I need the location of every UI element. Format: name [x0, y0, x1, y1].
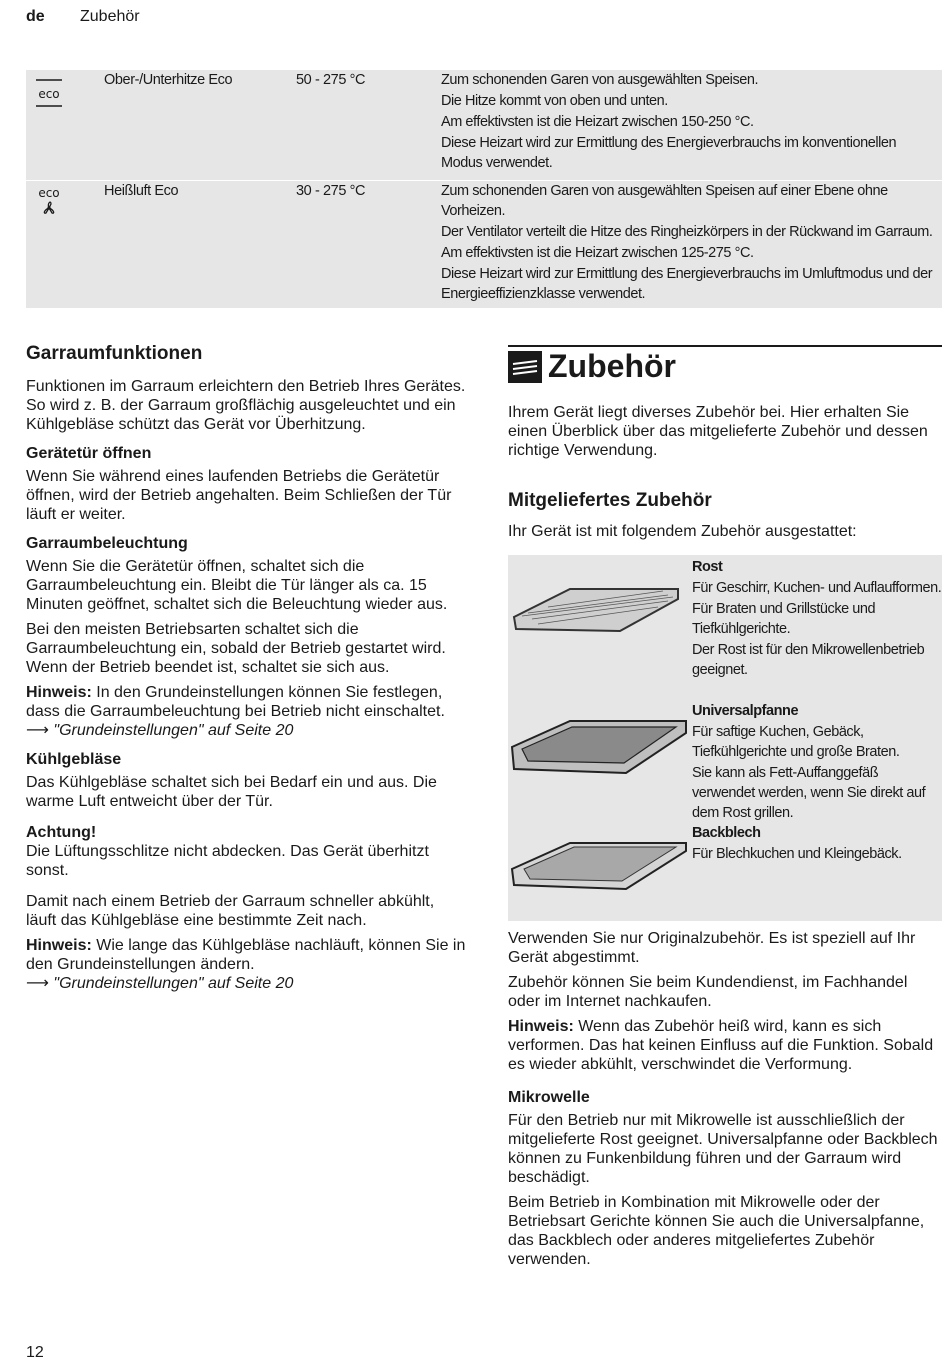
- page-number: 12: [26, 1344, 44, 1361]
- hot-air-eco-icon: [32, 187, 66, 221]
- right-column-top: [508, 403, 942, 547]
- accessory-item: Backblech Für Blechkuchen und Kleingebäck.: [692, 825, 902, 862]
- paragraph: Für den Betrieb nur mit Mikrowelle ist ausschließlich der mitgelieferte Rost geeignet. Universalpfanne oder Backblech können zu Funkenbildung führen und der Garraum wird beschädigt.: [508, 1112, 938, 1186]
- subsection-heading: Gerätetür öffnen: [26, 445, 152, 462]
- paragraph: Ihr Gerät ist mit folgendem Zubehör ausgestattet:: [508, 523, 857, 540]
- paragraph: Bei den meisten Betriebsarten schaltet sich die Garraumbeleuchtung ein, sobald der Betrieb gestartet wird. Wenn der Betrieb beendet ist, schaltet sie sich aus.: [26, 621, 446, 676]
- mode-temperature: 50 - 275 °C: [296, 72, 366, 88]
- note: Hinweis: Wie lange das Kühlgebläse nachläuft, können Sie in den Grundeinstellungen ändern. ⟶ "Grundeinstellungen" auf Seite 20: [26, 937, 466, 992]
- paragraph: Verwenden Sie nur Originalzubehör. Es ist speziell auf Ihr Gerät abgestimmt.: [508, 930, 916, 966]
- subsection-heading: Kühlgebläse: [26, 751, 122, 768]
- accessory-tray-icon: [508, 351, 542, 383]
- accessory-item: Universalpfanne Für saftige Kuchen, Gebäck, Tiefkühlgerichte und große Braten. Sie kann als Fett-Auffanggefäß verwendet werden, wenn Sie direkt auf dem Rost grillen.: [692, 703, 926, 821]
- svg-text:eco: eco: [38, 87, 60, 101]
- paragraph: Das Kühlgebläse schaltet sich bei Bedarf ein und aus. Die warme Luft entweicht über der Tür.: [26, 774, 437, 810]
- language-code: de: [26, 8, 45, 25]
- universal-pan-image: [508, 711, 688, 791]
- baking-tray-image: [508, 833, 688, 903]
- mode-temperature: 30 - 275 °C: [296, 183, 366, 199]
- top-bottom-heat-eco-icon: [32, 76, 66, 110]
- page-reference-link[interactable]: "Grundeinstellungen" auf Seite 20: [53, 722, 294, 739]
- note: Hinweis: In den Grundeinstellungen können Sie festlegen, dass die Garraumbeleuchtung bei Betrieb nicht einschaltet. ⟶ "Grundeinstellungen" auf Seite 20: [26, 684, 445, 739]
- svg-text:eco: eco: [38, 187, 60, 200]
- accessory-item: Rost Für Geschirr, Kuchen- und Auflaufformen. Für Braten und Grillstücke und Tiefkühlgerichte. Der Rost ist für den Mikrowellenbetrieb geeignet.: [692, 559, 942, 678]
- section-heading: Mitgeliefertes Zubehör: [508, 490, 712, 511]
- mode-description: Zum schonenden Garen von ausgewählten Speisen auf einer Ebene ohne Vorheizen. Der Ventilator verteilt die Hitze des Ringheizkörpers in der Rückwand im Garraum. Am effektivsten ist die Heizart zwischen 125-275 °C. Diese Heizart wird zur Ermittlung des Energieverbrauchs im Umluftmodus und der Energieeffizienzklasse verwendet.: [441, 183, 933, 302]
- paragraph: Funktionen im Garraum erleichtern den Betrieb Ihres Gerätes. So wird z. B. der Garraum großflächig ausgeleuchtet und ein Kühlgebläse schützt das Gerät vor Überhitzung.: [26, 378, 466, 433]
- chapter-heading: Zubehör: [508, 345, 942, 387]
- left-column: [26, 343, 466, 999]
- paragraph: Beim Betrieb in Kombination mit Mikrowelle oder der Betriebsart Gerichte können Sie auch die Universalpfanne, das Backblech oder anderes mitgeliefertes Zubehör verwenden.: [508, 1194, 925, 1268]
- paragraph: Ihrem Gerät liegt diverses Zubehör bei. Hier erhalten Sie einen Überblick über das mitgelieferte Zubehör und dessen richtige Verwendung.: [508, 404, 928, 459]
- paragraph: Wenn Sie die Gerätetür öffnen, schaltet sich die Garraumbeleuchtung ein. Bleibt die Tür länger als ca. 15 Minuten geöffnet, schaltet sich die Beleuchtung wieder aus.: [26, 558, 448, 613]
- section-heading: Garraumfunktionen: [26, 343, 203, 364]
- rack-image: [508, 569, 684, 639]
- right-column-bottom: [508, 929, 942, 1275]
- paragraph: Zubehör können Sie beim Kundendienst, im Fachhandel oder im Internet nachkaufen.: [508, 974, 908, 1010]
- table-row: [26, 70, 942, 181]
- note: Hinweis: Wenn das Zubehör heiß wird, kann es sich verformen. Das hat keinen Einfluss auf die Funktion. Sobald es wieder abkühlt, verschwindet die Verformung.: [508, 1018, 934, 1073]
- mode-name: Ober-/Unterhitze Eco: [104, 72, 233, 88]
- running-header-title: Zubehör: [80, 8, 140, 25]
- arrow-icon: ⟶: [26, 975, 49, 992]
- table-row: [26, 181, 942, 309]
- mode-name: Heißluft Eco: [104, 183, 179, 199]
- warning-heading: Achtung!: [26, 824, 97, 841]
- subsection-heading: Garraumbeleuchtung: [26, 535, 188, 552]
- heating-modes-table: [26, 70, 942, 309]
- warning-text: Die Lüftungsschlitze nicht abdecken. Das Gerät überhitzt sonst.: [26, 843, 429, 879]
- page-reference-link[interactable]: "Grundeinstellungen" auf Seite 20: [53, 975, 294, 992]
- subsection-heading: Mikrowelle: [508, 1089, 590, 1106]
- paragraph: Damit nach einem Betrieb der Garraum schneller abkühlt, läuft das Kühlgebläse eine bestimmte Zeit nach.: [26, 893, 435, 929]
- paragraph: Wenn Sie während eines laufenden Betriebs die Gerätetür öffnen, wird der Betrieb angehalten. Beim Schließen der Tür läuft er weiter.: [26, 468, 452, 523]
- arrow-icon: ⟶: [26, 722, 49, 739]
- mode-description: Zum schonenden Garen von ausgewählten Speisen. Die Hitze kommt von oben und unten. Am effektivsten ist die Heizart zwischen 150-250 °C. Diese Heizart wird zur Ermittlung des Energieverbrauchs im konventionellen Modus verwendet.: [441, 72, 897, 171]
- accessory-list: [508, 555, 942, 921]
